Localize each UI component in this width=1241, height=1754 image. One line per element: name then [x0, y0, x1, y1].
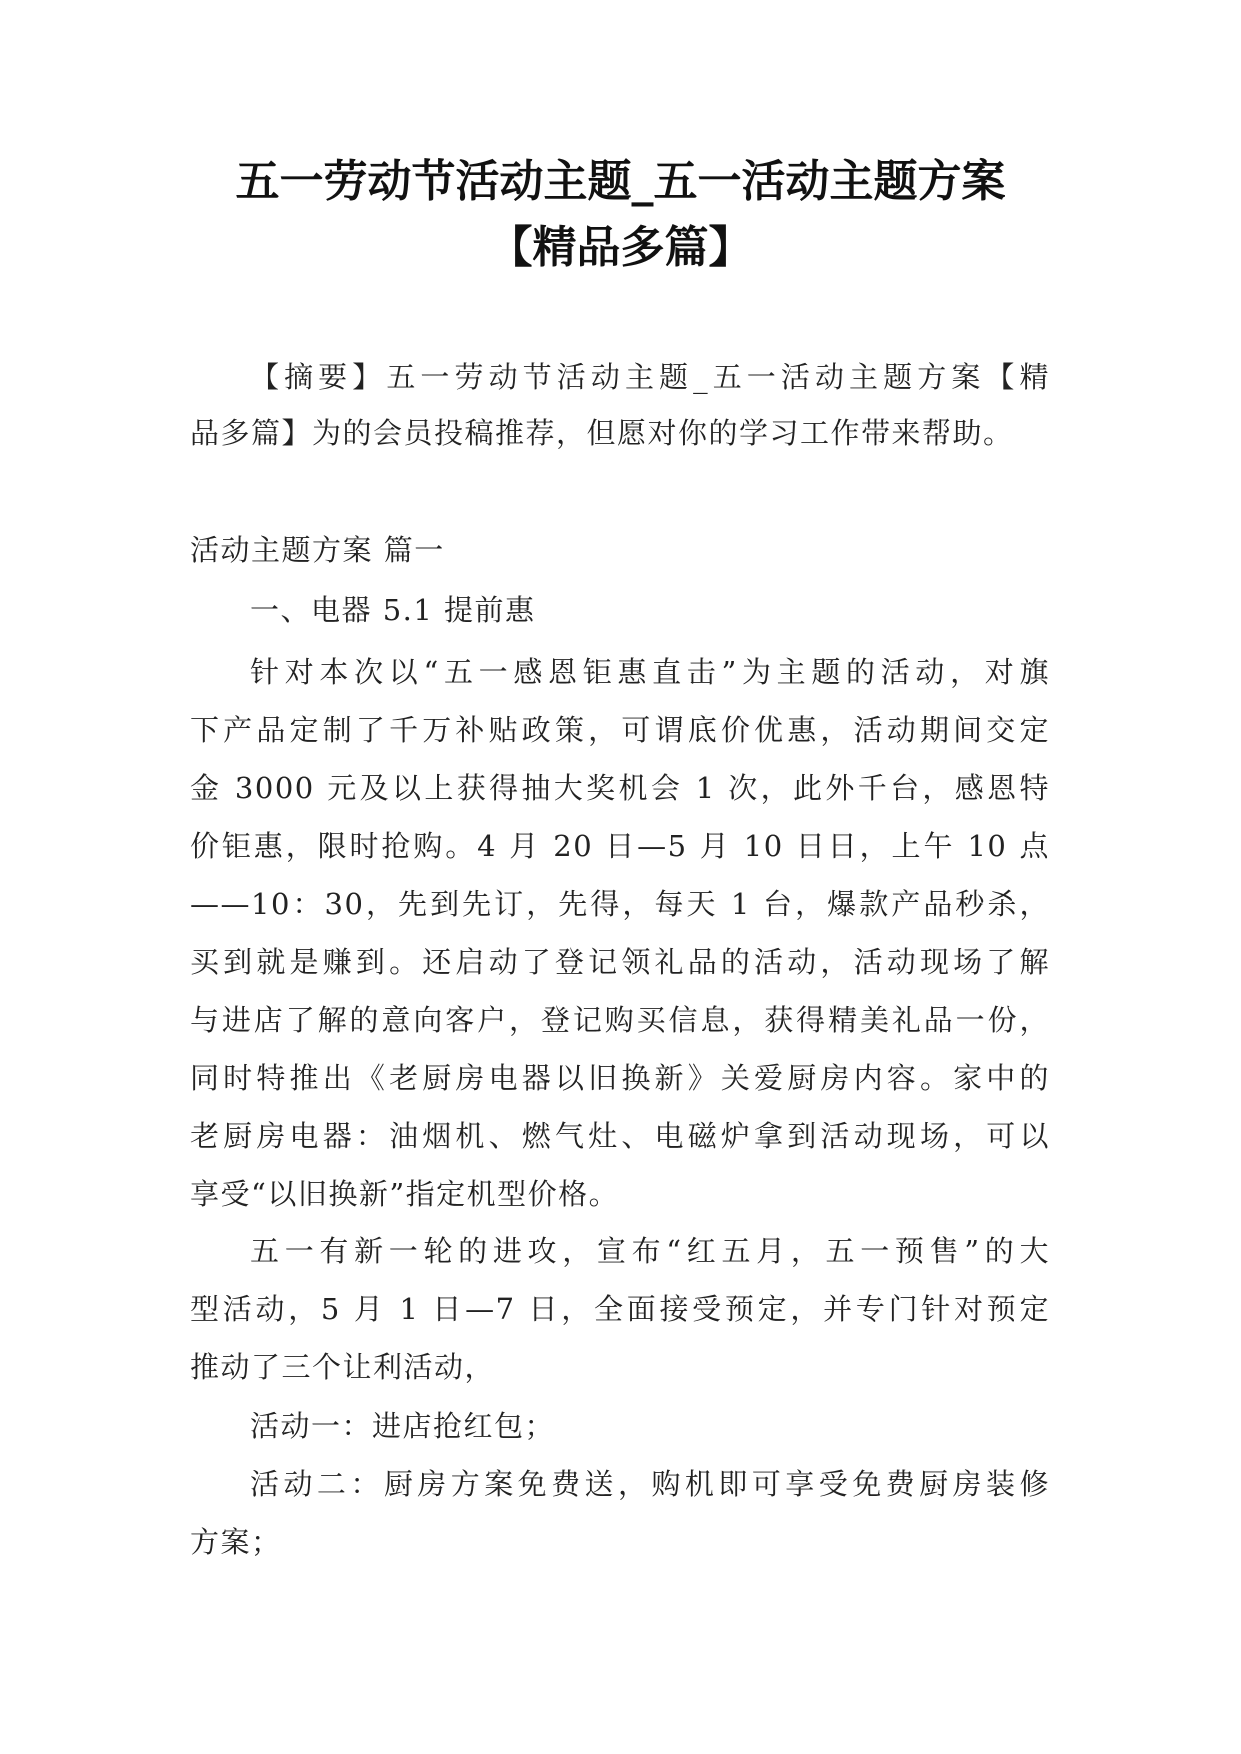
activity-1-text: 活动一：进店抢红包；	[250, 1409, 556, 1443]
paragraph-1-line-4: 价钜惠，限时抢购。4 月 20 日—5 月 10 日日，上午 10 点	[190, 829, 1050, 863]
paragraph-2-line-2: 型活动，5 月 1 日—7 日，全面接受预定，并专门针对预定	[190, 1292, 1050, 1326]
paragraph-1-line-9: 老厨房电器：油烟机、燃气灶、电磁炉拿到活动现场，可以	[190, 1119, 1050, 1153]
document-title-line-1: 五一劳动节活动主题_五一活动主题方案	[235, 156, 1006, 207]
paragraph-1-line-5: ——10：30，先到先订，先得，每天 1 台，爆款产品秒杀，	[190, 887, 1050, 921]
section-subheading-text: 一、电器 5.1 提前惠	[250, 593, 536, 627]
abstract-line-2: 品多篇】为的会员投稿推荐，但愿对你的学习工作带来帮助。	[190, 416, 1014, 450]
paragraph-1-line-7: 与进店了解的意向客户，登记购买信息，获得精美礼品一份，	[190, 1003, 1050, 1037]
paragraph-1-line-1: 针对本次以“五一感恩钜惠直击”为主题的活动，对旗	[250, 655, 1050, 689]
paragraph-1-line-6: 买到就是赚到。还启动了登记领礼品的活动，活动现场了解	[190, 945, 1050, 979]
paragraph-1-line-10: 享受“以旧换新”指定机型价格。	[190, 1177, 620, 1211]
paragraph-1-line-8: 同时特推出《老厨房电器以旧换新》关爱厨房内容。家中的	[190, 1061, 1050, 1095]
section-heading-text: 活动主题方案 篇一	[190, 533, 445, 567]
paragraph-2-line-1: 五一有新一轮的进攻，宣布“红五月，五一预售”的大	[250, 1234, 1050, 1268]
abstract-line-1: 【摘要】五一劳动节活动主题_五一活动主题方案【精	[250, 360, 1050, 394]
paragraph-2-line-3: 推动了三个让利活动，	[190, 1350, 496, 1384]
activity-2-line-2: 方案；	[190, 1525, 282, 1559]
paragraph-1-line-3: 金 3000 元及以上获得抽大奖机会 1 次，此外千台，感恩特	[190, 771, 1050, 805]
activity-2-line-1: 活动二：厨房方案免费送，购机即可享受免费厨房装修	[250, 1467, 1050, 1501]
paragraph-1-line-2: 下产品定制了千万补贴政策，可谓底价优惠，活动期间交定	[190, 713, 1050, 747]
document-title-line-2: 【精品多篇】	[488, 222, 753, 273]
